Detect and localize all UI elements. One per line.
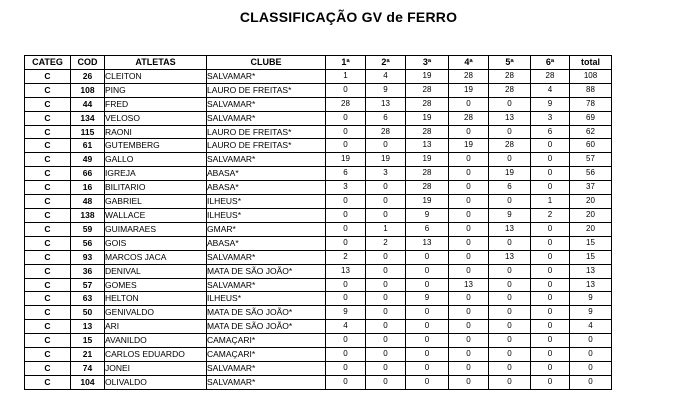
cell-round-2: 0 bbox=[366, 278, 406, 292]
cell-round-6: 1 bbox=[531, 195, 570, 209]
cell-round-1: 6 bbox=[326, 167, 366, 181]
cell-round-2: 0 bbox=[366, 375, 406, 389]
table-row bbox=[25, 222, 612, 236]
cell-atleta: PING bbox=[105, 83, 207, 97]
cell-round-1: 0 bbox=[326, 208, 366, 222]
cell-total: 4 bbox=[570, 320, 612, 334]
cell-total: 20 bbox=[570, 195, 612, 209]
cell-round-5: 13 bbox=[489, 111, 531, 125]
cell-clube: ABASA* bbox=[207, 181, 326, 195]
cell-round-6: 0 bbox=[531, 222, 570, 236]
cell-total: 0 bbox=[570, 334, 612, 348]
cell-clube: LAURO DE FREITAS* bbox=[207, 139, 326, 153]
cell-clube: ILHEUS* bbox=[207, 208, 326, 222]
cell-round-4: 0 bbox=[449, 320, 489, 334]
table-row bbox=[25, 236, 612, 250]
cell-round-4: 0 bbox=[449, 222, 489, 236]
cell-round-3: 13 bbox=[406, 139, 449, 153]
cell-cod: 48 bbox=[71, 195, 105, 209]
cell-round-2: 0 bbox=[366, 348, 406, 362]
cell-total: 62 bbox=[570, 125, 612, 139]
cell-categ: C bbox=[25, 278, 71, 292]
cell-round-5: 28 bbox=[489, 69, 531, 83]
cell-total: 88 bbox=[570, 83, 612, 97]
cell-round-1: 19 bbox=[326, 153, 366, 167]
cell-round-6: 0 bbox=[531, 320, 570, 334]
cell-cod: 16 bbox=[71, 181, 105, 195]
cell-round-5: 0 bbox=[489, 264, 531, 278]
cell-categ: C bbox=[25, 236, 71, 250]
cell-round-6: 0 bbox=[531, 348, 570, 362]
cell-clube: ABASA* bbox=[207, 167, 326, 181]
cell-round-5: 0 bbox=[489, 348, 531, 362]
table-row bbox=[25, 195, 612, 209]
cell-atleta: GENIVALDO bbox=[105, 306, 207, 320]
cell-round-4: 0 bbox=[449, 250, 489, 264]
cell-clube: SALVAMAR* bbox=[207, 361, 326, 375]
cell-atleta: GOMES bbox=[105, 278, 207, 292]
cell-round-4: 0 bbox=[449, 236, 489, 250]
cell-categ: C bbox=[25, 250, 71, 264]
cell-cod: 49 bbox=[71, 153, 105, 167]
cell-round-6: 4 bbox=[531, 83, 570, 97]
header-round-3: 3ª bbox=[406, 56, 449, 70]
cell-round-4: 28 bbox=[449, 69, 489, 83]
cell-atleta: GUIMARAES bbox=[105, 222, 207, 236]
header-clube: CLUBE bbox=[207, 56, 326, 70]
cell-categ: C bbox=[25, 167, 71, 181]
cell-total: 20 bbox=[570, 208, 612, 222]
header-round-1: 1ª bbox=[326, 56, 366, 70]
cell-clube: SALVAMAR* bbox=[207, 278, 326, 292]
table-row bbox=[25, 69, 612, 83]
cell-round-5: 0 bbox=[489, 153, 531, 167]
cell-clube: SALVAMAR* bbox=[207, 111, 326, 125]
table-row bbox=[25, 139, 612, 153]
cell-round-1: 0 bbox=[326, 361, 366, 375]
cell-round-2: 0 bbox=[366, 292, 406, 306]
cell-cod: 138 bbox=[71, 208, 105, 222]
cell-atleta: ARI bbox=[105, 320, 207, 334]
header-categ: CATEG bbox=[25, 56, 71, 70]
cell-round-6: 28 bbox=[531, 69, 570, 83]
cell-clube: MATA DE SÃO JOÃO* bbox=[207, 264, 326, 278]
cell-round-4: 0 bbox=[449, 361, 489, 375]
cell-round-5: 28 bbox=[489, 139, 531, 153]
cell-categ: C bbox=[25, 153, 71, 167]
cell-clube: ABASA* bbox=[207, 236, 326, 250]
header-round-4: 4ª bbox=[449, 56, 489, 70]
cell-round-1: 0 bbox=[326, 222, 366, 236]
cell-categ: C bbox=[25, 292, 71, 306]
table-row bbox=[25, 153, 612, 167]
cell-atleta: CARLOS EDUARDO bbox=[105, 348, 207, 362]
cell-round-5: 13 bbox=[489, 250, 531, 264]
cell-categ: C bbox=[25, 361, 71, 375]
cell-categ: C bbox=[25, 375, 71, 389]
cell-clube: SALVAMAR* bbox=[207, 153, 326, 167]
table-row bbox=[25, 97, 612, 111]
cell-round-5: 6 bbox=[489, 181, 531, 195]
cell-round-1: 0 bbox=[326, 334, 366, 348]
cell-round-1: 0 bbox=[326, 111, 366, 125]
cell-round-1: 0 bbox=[326, 348, 366, 362]
cell-round-3: 28 bbox=[406, 83, 449, 97]
cell-round-6: 0 bbox=[531, 375, 570, 389]
cell-round-6: 0 bbox=[531, 292, 570, 306]
cell-total: 0 bbox=[570, 375, 612, 389]
cell-round-1: 0 bbox=[326, 139, 366, 153]
cell-cod: 104 bbox=[71, 375, 105, 389]
cell-atleta: DENIVAL bbox=[105, 264, 207, 278]
cell-categ: C bbox=[25, 97, 71, 111]
header-atletas: ATLETAS bbox=[105, 56, 207, 70]
table-row bbox=[25, 83, 612, 97]
cell-round-6: 0 bbox=[531, 167, 570, 181]
cell-round-2: 3 bbox=[366, 167, 406, 181]
cell-categ: C bbox=[25, 111, 71, 125]
cell-round-6: 0 bbox=[531, 361, 570, 375]
cell-atleta: WALLACE bbox=[105, 208, 207, 222]
cell-round-1: 28 bbox=[326, 97, 366, 111]
table-row bbox=[25, 250, 612, 264]
cell-cod: 36 bbox=[71, 264, 105, 278]
cell-round-2: 0 bbox=[366, 264, 406, 278]
cell-round-6: 0 bbox=[531, 264, 570, 278]
cell-round-5: 0 bbox=[489, 334, 531, 348]
cell-round-6: 3 bbox=[531, 111, 570, 125]
table-row bbox=[25, 111, 612, 125]
cell-cod: 26 bbox=[71, 69, 105, 83]
cell-round-3: 28 bbox=[406, 97, 449, 111]
cell-round-3: 0 bbox=[406, 361, 449, 375]
classification-table bbox=[24, 55, 612, 390]
cell-round-1: 9 bbox=[326, 306, 366, 320]
cell-round-4: 0 bbox=[449, 97, 489, 111]
table-row bbox=[25, 208, 612, 222]
cell-total: 15 bbox=[570, 236, 612, 250]
cell-atleta: GUTEMBERG bbox=[105, 139, 207, 153]
cell-clube: GMAR* bbox=[207, 222, 326, 236]
cell-atleta: MARCOS JACA bbox=[105, 250, 207, 264]
cell-round-4: 0 bbox=[449, 208, 489, 222]
cell-round-5: 0 bbox=[489, 125, 531, 139]
cell-round-2: 6 bbox=[366, 111, 406, 125]
table-row bbox=[25, 375, 612, 389]
cell-clube: CAMAÇARI* bbox=[207, 348, 326, 362]
cell-round-6: 9 bbox=[531, 97, 570, 111]
cell-total: 15 bbox=[570, 250, 612, 264]
cell-cod: 21 bbox=[71, 348, 105, 362]
cell-round-3: 19 bbox=[406, 153, 449, 167]
cell-total: 0 bbox=[570, 348, 612, 362]
cell-atleta: GABRIEL bbox=[105, 195, 207, 209]
cell-round-6: 0 bbox=[531, 153, 570, 167]
cell-round-4: 0 bbox=[449, 348, 489, 362]
cell-round-4: 0 bbox=[449, 334, 489, 348]
cell-round-6: 0 bbox=[531, 181, 570, 195]
cell-total: 9 bbox=[570, 292, 612, 306]
cell-clube: SALVAMAR* bbox=[207, 69, 326, 83]
cell-cod: 61 bbox=[71, 139, 105, 153]
cell-cod: 115 bbox=[71, 125, 105, 139]
cell-round-1: 0 bbox=[326, 83, 366, 97]
cell-atleta: IGREJA bbox=[105, 167, 207, 181]
cell-round-1: 4 bbox=[326, 320, 366, 334]
cell-round-6: 0 bbox=[531, 278, 570, 292]
cell-round-1: 0 bbox=[326, 195, 366, 209]
cell-cod: 134 bbox=[71, 111, 105, 125]
cell-total: 13 bbox=[570, 278, 612, 292]
cell-atleta: GOIS bbox=[105, 236, 207, 250]
cell-round-2: 4 bbox=[366, 69, 406, 83]
cell-atleta: OLIVALDO bbox=[105, 375, 207, 389]
cell-round-5: 0 bbox=[489, 195, 531, 209]
cell-clube: CAMAÇARI* bbox=[207, 334, 326, 348]
cell-cod: 15 bbox=[71, 334, 105, 348]
cell-round-4: 19 bbox=[449, 139, 489, 153]
cell-cod: 57 bbox=[71, 278, 105, 292]
cell-round-3: 0 bbox=[406, 278, 449, 292]
cell-atleta: JONEI bbox=[105, 361, 207, 375]
cell-round-3: 19 bbox=[406, 111, 449, 125]
cell-round-4: 19 bbox=[449, 83, 489, 97]
table-row bbox=[25, 361, 612, 375]
cell-round-4: 0 bbox=[449, 195, 489, 209]
table-row bbox=[25, 306, 612, 320]
cell-round-5: 0 bbox=[489, 320, 531, 334]
cell-round-1: 3 bbox=[326, 181, 366, 195]
cell-round-5: 13 bbox=[489, 222, 531, 236]
header-round-5: 5ª bbox=[489, 56, 531, 70]
cell-round-4: 0 bbox=[449, 181, 489, 195]
cell-atleta: HELTON bbox=[105, 292, 207, 306]
table-row bbox=[25, 181, 612, 195]
cell-categ: C bbox=[25, 222, 71, 236]
cell-cod: 66 bbox=[71, 167, 105, 181]
cell-round-5: 0 bbox=[489, 375, 531, 389]
cell-round-5: 0 bbox=[489, 292, 531, 306]
cell-categ: C bbox=[25, 125, 71, 139]
header-cod: COD bbox=[71, 56, 105, 70]
table-row bbox=[25, 320, 612, 334]
header-total: total bbox=[570, 56, 612, 70]
cell-atleta: GALLO bbox=[105, 153, 207, 167]
cell-round-2: 0 bbox=[366, 181, 406, 195]
cell-atleta: RAONI bbox=[105, 125, 207, 139]
table-body bbox=[25, 69, 612, 389]
header-round-6: 6ª bbox=[531, 56, 570, 70]
cell-round-2: 0 bbox=[366, 306, 406, 320]
cell-categ: C bbox=[25, 348, 71, 362]
cell-round-2: 0 bbox=[366, 361, 406, 375]
cell-clube: ILHEUS* bbox=[207, 292, 326, 306]
cell-categ: C bbox=[25, 83, 71, 97]
cell-clube: MATA DE SÃO JOÃO* bbox=[207, 306, 326, 320]
cell-clube: SALVAMAR* bbox=[207, 250, 326, 264]
cell-round-3: 0 bbox=[406, 250, 449, 264]
cell-round-3: 9 bbox=[406, 292, 449, 306]
cell-round-3: 0 bbox=[406, 375, 449, 389]
cell-clube: SALVAMAR* bbox=[207, 97, 326, 111]
cell-round-2: 9 bbox=[366, 83, 406, 97]
cell-categ: C bbox=[25, 320, 71, 334]
cell-cod: 50 bbox=[71, 306, 105, 320]
cell-cod: 13 bbox=[71, 320, 105, 334]
cell-round-5: 9 bbox=[489, 208, 531, 222]
cell-round-6: 6 bbox=[531, 125, 570, 139]
cell-categ: C bbox=[25, 306, 71, 320]
cell-round-3: 13 bbox=[406, 236, 449, 250]
cell-round-3: 6 bbox=[406, 222, 449, 236]
cell-total: 56 bbox=[570, 167, 612, 181]
cell-round-6: 0 bbox=[531, 306, 570, 320]
cell-round-5: 0 bbox=[489, 306, 531, 320]
cell-round-6: 0 bbox=[531, 250, 570, 264]
cell-round-2: 0 bbox=[366, 250, 406, 264]
cell-round-3: 19 bbox=[406, 69, 449, 83]
cell-round-5: 19 bbox=[489, 167, 531, 181]
cell-round-1: 0 bbox=[326, 292, 366, 306]
cell-round-6: 0 bbox=[531, 334, 570, 348]
cell-round-4: 0 bbox=[449, 153, 489, 167]
cell-categ: C bbox=[25, 334, 71, 348]
cell-total: 20 bbox=[570, 222, 612, 236]
cell-round-1: 2 bbox=[326, 250, 366, 264]
cell-round-5: 0 bbox=[489, 236, 531, 250]
table-row bbox=[25, 125, 612, 139]
cell-round-1: 0 bbox=[326, 236, 366, 250]
cell-round-2: 0 bbox=[366, 139, 406, 153]
cell-clube: LAURO DE FREITAS* bbox=[207, 125, 326, 139]
cell-round-5: 28 bbox=[489, 83, 531, 97]
cell-round-2: 0 bbox=[366, 320, 406, 334]
cell-categ: C bbox=[25, 208, 71, 222]
cell-round-6: 0 bbox=[531, 236, 570, 250]
cell-total: 9 bbox=[570, 306, 612, 320]
cell-cod: 59 bbox=[71, 222, 105, 236]
cell-round-2: 1 bbox=[366, 222, 406, 236]
cell-round-6: 0 bbox=[531, 139, 570, 153]
cell-total: 108 bbox=[570, 69, 612, 83]
cell-round-5: 0 bbox=[489, 97, 531, 111]
cell-round-5: 0 bbox=[489, 361, 531, 375]
cell-atleta: FRED bbox=[105, 97, 207, 111]
cell-round-5: 0 bbox=[489, 278, 531, 292]
cell-round-4: 28 bbox=[449, 111, 489, 125]
cell-round-2: 13 bbox=[366, 97, 406, 111]
cell-round-4: 0 bbox=[449, 375, 489, 389]
cell-round-3: 0 bbox=[406, 334, 449, 348]
cell-round-4: 13 bbox=[449, 278, 489, 292]
cell-cod: 93 bbox=[71, 250, 105, 264]
cell-categ: C bbox=[25, 181, 71, 195]
table-row bbox=[25, 348, 612, 362]
cell-round-4: 0 bbox=[449, 125, 489, 139]
cell-round-3: 28 bbox=[406, 181, 449, 195]
cell-atleta: VELOSO bbox=[105, 111, 207, 125]
cell-round-3: 28 bbox=[406, 125, 449, 139]
cell-round-2: 28 bbox=[366, 125, 406, 139]
cell-categ: C bbox=[25, 264, 71, 278]
cell-atleta: CLEITON bbox=[105, 69, 207, 83]
cell-categ: C bbox=[25, 69, 71, 83]
cell-round-1: 0 bbox=[326, 375, 366, 389]
cell-round-4: 0 bbox=[449, 167, 489, 181]
cell-total: 37 bbox=[570, 181, 612, 195]
cell-round-1: 1 bbox=[326, 69, 366, 83]
table-row bbox=[25, 278, 612, 292]
cell-clube: ILHEUS* bbox=[207, 195, 326, 209]
cell-round-1: 13 bbox=[326, 264, 366, 278]
cell-clube: SALVAMAR* bbox=[207, 375, 326, 389]
table-row bbox=[25, 292, 612, 306]
cell-cod: 56 bbox=[71, 236, 105, 250]
cell-round-2: 2 bbox=[366, 236, 406, 250]
cell-categ: C bbox=[25, 139, 71, 153]
cell-round-3: 0 bbox=[406, 306, 449, 320]
cell-cod: 44 bbox=[71, 97, 105, 111]
cell-total: 78 bbox=[570, 97, 612, 111]
cell-round-4: 0 bbox=[449, 306, 489, 320]
table-row bbox=[25, 334, 612, 348]
cell-round-3: 9 bbox=[406, 208, 449, 222]
cell-round-3: 19 bbox=[406, 195, 449, 209]
cell-round-3: 0 bbox=[406, 264, 449, 278]
cell-total: 60 bbox=[570, 139, 612, 153]
cell-round-4: 0 bbox=[449, 292, 489, 306]
header-round-2: 2ª bbox=[366, 56, 406, 70]
cell-atleta: BILITARIO bbox=[105, 181, 207, 195]
cell-atleta: AVANILDO bbox=[105, 334, 207, 348]
cell-total: 0 bbox=[570, 361, 612, 375]
cell-round-2: 0 bbox=[366, 334, 406, 348]
cell-round-4: 0 bbox=[449, 264, 489, 278]
cell-round-1: 0 bbox=[326, 125, 366, 139]
cell-round-3: 0 bbox=[406, 348, 449, 362]
cell-round-2: 0 bbox=[366, 195, 406, 209]
cell-round-2: 0 bbox=[366, 208, 406, 222]
cell-round-3: 0 bbox=[406, 320, 449, 334]
cell-categ: C bbox=[25, 195, 71, 209]
header-row bbox=[25, 56, 612, 70]
cell-round-3: 28 bbox=[406, 167, 449, 181]
cell-cod: 63 bbox=[71, 292, 105, 306]
cell-clube: MATA DE SÃO JOÃO* bbox=[207, 320, 326, 334]
cell-round-2: 19 bbox=[366, 153, 406, 167]
cell-total: 13 bbox=[570, 264, 612, 278]
table-row bbox=[25, 264, 612, 278]
cell-round-6: 2 bbox=[531, 208, 570, 222]
page-title: CLASSIFICAÇÃO GV de FERRO bbox=[239, 9, 458, 25]
table-row bbox=[25, 167, 612, 181]
cell-clube: LAURO DE FREITAS* bbox=[207, 83, 326, 97]
cell-cod: 74 bbox=[71, 361, 105, 375]
cell-round-1: 0 bbox=[326, 278, 366, 292]
cell-total: 69 bbox=[570, 111, 612, 125]
cell-total: 57 bbox=[570, 153, 612, 167]
cell-cod: 108 bbox=[71, 83, 105, 97]
